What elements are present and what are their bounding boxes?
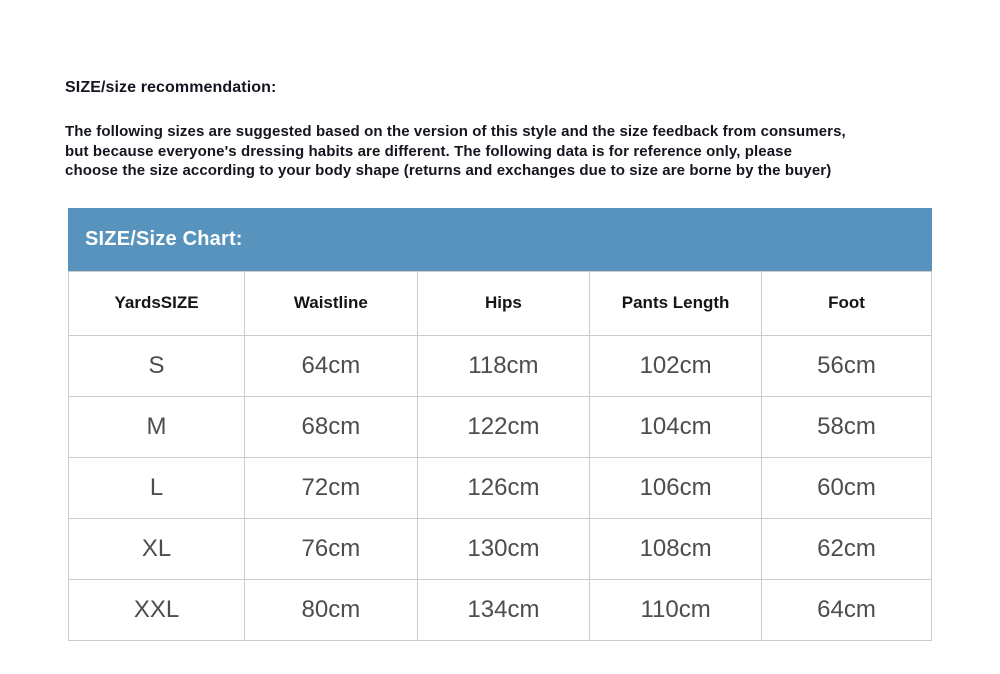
measurement-cell: 62cm	[761, 518, 931, 579]
size-recommendation-body	[65, 122, 950, 181]
measurement-cell: 64cm	[761, 579, 931, 640]
measurement-cell: 102cm	[590, 335, 762, 396]
column-header: Pants Length	[590, 271, 762, 335]
measurement-cell: 106cm	[590, 457, 762, 518]
table-header-row	[69, 271, 932, 335]
size-label-cell: L	[69, 457, 245, 518]
size-label-cell: S	[69, 335, 245, 396]
column-header: Waistline	[245, 271, 418, 335]
measurement-cell: 56cm	[761, 335, 931, 396]
measurement-cell: 108cm	[590, 518, 762, 579]
measurement-cell: 122cm	[417, 396, 590, 457]
table-row	[69, 457, 932, 518]
measurement-cell: 64cm	[245, 335, 418, 396]
size-chart-title: SIZE/Size Chart:	[85, 227, 243, 250]
size-chart-title-bar	[68, 208, 932, 271]
size-chart-section	[68, 208, 932, 641]
text-line: but because everyone's dressing habits are different. The following data is for reference only, please	[65, 142, 793, 160]
size-label-cell: XL	[69, 518, 245, 579]
table-row	[69, 579, 932, 640]
measurement-cell: 134cm	[417, 579, 590, 640]
table-row	[69, 335, 932, 396]
measurement-cell: 68cm	[245, 396, 418, 457]
text-line: The following sizes are suggested based on the version of this style and the size feedback from consumers,	[65, 123, 846, 140]
size-label-cell: XXL	[69, 579, 245, 640]
column-header: Hips	[417, 271, 590, 335]
measurement-cell: 126cm	[417, 457, 590, 518]
table-row	[69, 518, 932, 579]
measurement-cell: 80cm	[245, 579, 418, 640]
size-chart-table	[68, 271, 932, 641]
column-header: Foot	[761, 271, 931, 335]
measurement-cell: 110cm	[590, 579, 762, 640]
size-label-cell: M	[69, 396, 245, 457]
size-recommendation-heading: SIZE/size recommendation:	[65, 79, 277, 96]
text-line: choose the size according to your body shape (returns and exchanges due to size are borne by the buyer)	[65, 162, 832, 179]
measurement-cell: 72cm	[245, 457, 418, 518]
measurement-cell: 76cm	[245, 518, 418, 579]
measurement-cell: 118cm	[417, 335, 590, 396]
measurement-cell: 104cm	[590, 396, 762, 457]
measurement-cell: 58cm	[761, 396, 931, 457]
measurement-cell: 130cm	[417, 518, 590, 579]
table-row	[69, 396, 932, 457]
column-header: YardsSIZE	[69, 271, 245, 335]
measurement-cell: 60cm	[761, 457, 931, 518]
